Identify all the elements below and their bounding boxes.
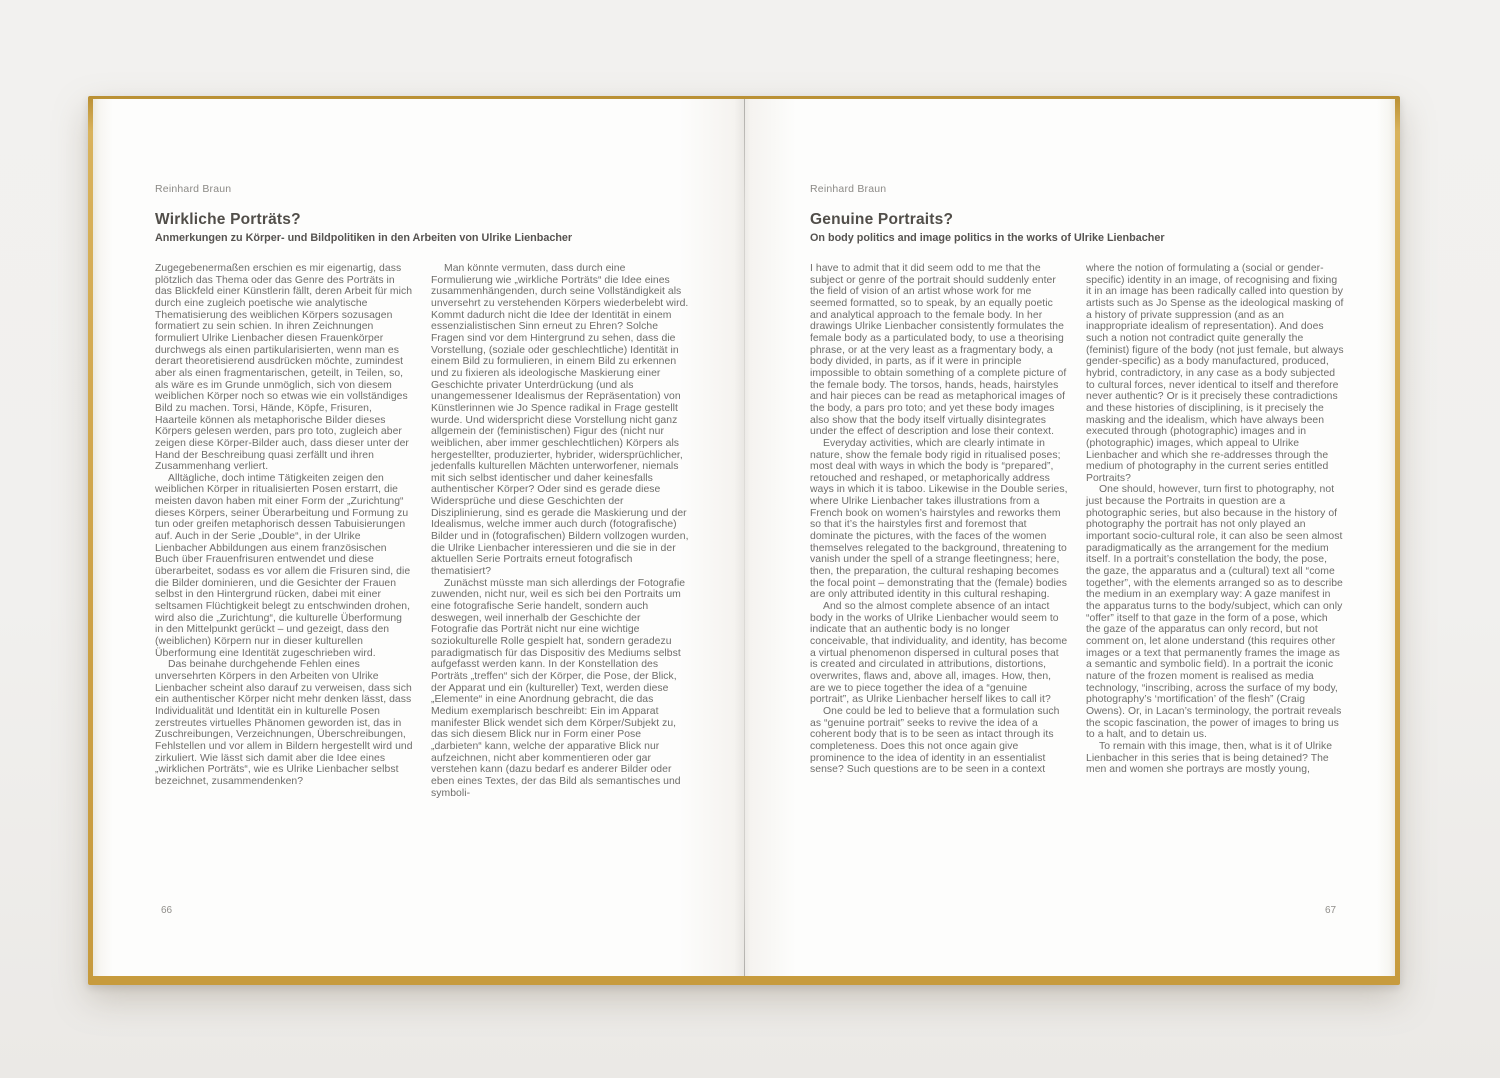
- article-subtitle-german: Anmerkungen zu Körper- und Bildpolitiken in den Arbeiten von Ulrike Lienbacher: [155, 232, 573, 244]
- text-column-1: [155, 263, 413, 799]
- right-page-content: [810, 183, 1344, 776]
- paragraph: To remain with this image, then, what is it of Ulrike Lienbacher in this series that is being detained? The men and women she portrays are mostly young,: [1086, 740, 1333, 776]
- paragraph: Everyday activities, which are clearly intimate in nature, show the female body rigid in ritualised poses; most deal with ways in which the body is “prepared”, retouched and reshaped, or metaphorically address ways in which it is taboo. Likewise in the Double series, where Ulrike Lienbacher takes illustrations from a French book on women’s hairstyles and reworks them so that it’s the hairstyles first and foremost that dominate the pictures, with the faces of the women themselves relegated to the background, threatening to vanish under the spell of a strange fleetingness; here, then, the preparation, the cultural reshaping becomes the focal point – demonstrating that the (female) bodies are only attributed identity in this cultural reshaping.: [810, 437, 1068, 601]
- paragraph: I have to admit that it did seem odd to me that the subject or genre of the portrait should suddenly enter the field of vision of an artist whose work for me seemed formatted, so to speak, by an equally poetic and analytical approach to the female body. In her drawings Ulrike Lienbacher consistently formulates the female body as a particulated body, to use a theorising phrase, or at the very least as a fragmentary body, a body divided, in parts, as if it were in principle impossible to obtain something of a complete picture of the female body. The torsos, hands, heads, hairstyles and hair pieces can be read as metaphorical images of the body, a pars pro toto; and yet these body images also show that the body itself virtually disintegrates under the effect of description and lose their context.: [810, 263, 1067, 438]
- page-number: 67: [1325, 905, 1337, 916]
- text-column-2: [431, 263, 689, 799]
- paragraph: One could be led to believe that a formulation such as “genuine portrait” seeks to revive the idea of a coherent body that is to be seen as intact through its completeness. Does this not once again give prominence to the idea of identity in an essentialist sense? Such questions are to be seen in a context: [810, 705, 1060, 776]
- right-page: [744, 99, 1395, 976]
- text-column-1: [810, 263, 1068, 776]
- author-name: Reinhard Braun: [810, 183, 887, 195]
- article-subtitle-english: On body politics and image politics in the works of Ulrike Lienbacher: [810, 232, 1165, 244]
- article-title-german: Wirkliche Porträts?: [155, 211, 301, 228]
- left-page: [93, 99, 744, 976]
- left-page-content: [155, 183, 689, 799]
- author-name: Reinhard Braun: [155, 183, 232, 195]
- open-book: [88, 96, 1400, 985]
- paragraph: Zugegebenermaßen erschien es mir eigenartig, dass plötzlich das Thema oder das Genre des Porträts in das Blickfeld einer Künstlerin fällt, deren Arbeit für mich durch eine zugleich poetische wie analytische Thematisierung des weiblichen Körpers sozusagen formatiert zu sein schien. In ihren Zeichnungen formuliert Ulrike Lienbacher diesen Frauenkörper durchwegs als einen partikularisierten, wenn man es derart theoretisierend ausdrücken möchte, zumindest aber als einen fragmentarischen, geteilt, in Teilen, so, als wäre es im Grunde unmöglich, sich von diesem weiblichen Körper noch so etwas wie ein vollständiges Bild zu machen. Torsi, Hände, Köpfe, Frisuren, Haarteile können als metaphorische Bilder dieses Körpers gelesen werden, pars pro toto, zugleich aber zeigen diese Körper-Bilder auch, dass dieser unter der Hand der Beschreibung quasi zerfällt und ihren Zusammenhang verliert.: [155, 263, 413, 473]
- paragraph: Zunächst müsste man sich allerdings der Fotografie zuwenden, nicht nur, weil es sich bei den Portraits um eine fotografische Serie handelt, sondern auch deswegen, weil innerhalb der Geschichte der Fotografie das Porträt nicht nur eine wichtige soziokulturelle Rolle gespielt hat, sondern geradezu paradigmatisch für das Dispositiv des Mediums selbst aufgefasst werden kann. In der Konstellation des Porträts „treffen“ sich der Körper, die Pose, der Blick, der Apparat und ein (kultureller) Text, werden diese „Elemente“ in eine Anordnung gebracht, die das Medium exemplarisch beschreibt: Ein im Apparat manifester Blick wendet sich dem Körper/Subjekt zu, das sich diesem Blick nur in Form einer Pose „darbieten“ kann, welche der apparative Blick nur aufzeichnen, nicht aber kommentieren oder gar verstehen kann (dazu bedarf es anderer Bilder oder eben eines Textes, der das Bild als semantisches und symboli-: [431, 577, 686, 799]
- paragraph: Alltägliche, doch intime Tätigkeiten zeigen den weiblichen Körper in ritualisierten Posen erstarrt, die meisten davon haben mit einer Form der „Zurichtung“ dieses Körpers, seiner Überarbeitung und Formung zu tun oder greifen metaphorisch dessen Tabuisierungen auf. Auch in der Serie „Double“, in der Ulrike Lienbacher Abbildungen aus einem französischen Buch über Frauenfrisuren entwendet und diese überarbeitet, sodass es vor allem die Frisuren sind, die die Bilder dominieren, und die Gesichter der Frauen selbst in den Hintergrund rücken, dabei mit einer seltsamen Flüchtigkeit belegt zu entschwinden drohen, wird also die „Zurichtung“, die kulturelle Überformung in den Mittelpunkt gerückt – und gezeigt, dass den (weiblichen) Körpern nur in dieser kulturellen Überformung eine Identität zugeschrieben wird.: [155, 472, 411, 659]
- paragraph: where the notion of formulating a (social or gender-specific) identity in an image, of recognising and fixing it in an image has been radically called into question by artists such as Jo Spense as the ideological masking of a history of private suppression (and as an inappropriate idealism of representation). And does such a notion not contradict quite generally the (feminist) figure of the body (not just female, but always gender-specific) as a body manufactured, produced, hybrid, contradictory, in any case as a body subjected to cultural forces, never identical to itself and therefore never authentic? Or is it precisely these contradictions and these histories of disciplining, is it precisely the masking and the idealism, which have always been executed through (photographic) images and in (photographic) images, which appeal to Ulrike Lienbacher and which she re-addresses through the medium of photography in the current series entitled Portraits?: [1086, 263, 1344, 484]
- article-title-english: Genuine Portraits?: [810, 211, 954, 228]
- page-number: 66: [161, 905, 173, 916]
- paragraph: And so the almost complete absence of an intact body in the works of Ulrike Lienbacher would seem to indicate that an authentic body is no longer conceivable, that individuality, and identity, has become a virtual phenomenon dispersed in cultural poses that is created and circulated in attributions, distortions, overwrites, flaws and, above all, images. How, then, are we to piece together the idea of a “genuine portrait”, as Ulrike Lienbacher herself likes to call it?: [810, 601, 1068, 706]
- text-columns: [810, 263, 1344, 776]
- paragraph: One should, however, turn first to photography, not just because the Portraits in question are a photographic series, but also because in the history of photography the portrait has not only played an important socio-cultural role, it can also be seen almost paradigmatically as the arrangement for the medium itself. In a portrait’s constellation the body, the pose, the gaze, the apparatus and a (cultural) text all “come together”, with the elements arranged so as to describe the medium in an exemplary way: A gaze manifest in the apparatus turns to the body/subject, which can only “offer” itself to that gaze in the form of a pose, which the gaze of the apparatus can only record, but not comment on, let alone understand (this requires other images or a text that permanently frames the image as a semantic and symbolic field). In a portrait the iconic nature of the frozen moment is realised as media technology, “inscribing, across the surface of my body, photography’s ‘mortification’ of the flesh” (Craig Owens). Or, in Lacan’s terminology, the portrait reveals the scopic fascination, the power of images to bring us to a halt, and to detain us.: [1086, 484, 1343, 741]
- paragraph: Das beinahe durchgehende Fehlen eines unversehrten Körpers in den Arbeiten von Ulrike Lienbacher scheint also darauf zu verweisen, dass sich ein authentischer Körper nicht mehr denken lässt, dass Individualität und Identität ein in kulturelle Posen zerstreutes virtuelles Phänomen geworden ist, das in Zuschreibungen, Verzeichnungen, Überschreibungen, Fehlstellen und vor allem in Bildern hergestellt wird und zirkuliert. Wie lässt sich damit aber die Idee eines „wirklichen Porträts“, wie es Ulrike Lienbacher selbst bezeichnet, zusammendenken?: [155, 659, 413, 787]
- text-column-2: [1086, 263, 1344, 776]
- text-columns: [155, 263, 689, 799]
- paragraph: Man könnte vermuten, dass durch eine Formulierung wie „wirkliche Porträts“ die Idee eines zusammenhängenden, durch seine Vollständigkeit als unversehrt zu verstehenden Körpers wiederbelebt wird. Kommt dadurch nicht die Idee der Identität in einem essenzialistischen Sinn erneut zu Ehren? Solche Fragen sind vor dem Hintergrund zu sehen, dass die Vorstellung, (soziale oder geschlechtliche) Identität in einem Bild zu formulieren, in einem Bild zu erkennen und zu fixieren als ideologische Maskierung einer Geschichte privater Unterdrückung (und als unangemessener Idealismus der Repräsentation) von Künstlerinnen wie Jo Spence radikal in Frage gestellt wurde. Und widerspricht diese Vorstellung nicht ganz allgemein der (feministischen) Figur des (nicht nur weiblichen, aber immer geschlechtlichen) Körpers als hergestellter, produzierter, hybrider, widersprüchlicher, jedenfalls kulturellen Mächten unterworfener, niemals mit sich selbst identischer und daher keinesfalls authentischer Körper? Oder sind es gerade diese Widersprüche und diese Geschichten der Disziplinierung, sind es gerade die Maskierung und der Idealismus, welche immer auch durch (fotografische) Bilder und in (fotografischen) Bildern vollzogen wurden, die Ulrike Lienbacher interessieren und die sie in der aktuellen Serie Portraits erneut fotografisch thematisiert?: [431, 263, 689, 578]
- book-pages: [93, 99, 1395, 976]
